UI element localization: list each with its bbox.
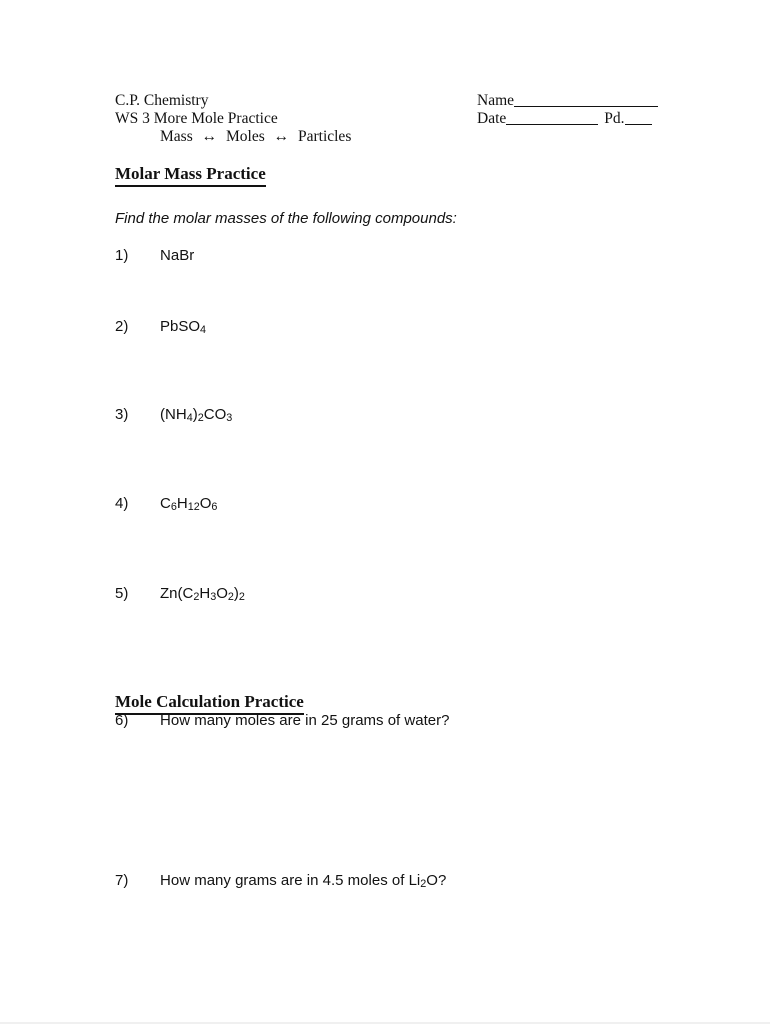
problem-row-7: [115, 872, 446, 890]
problem-number: 6): [115, 712, 129, 729]
date-label: Date: [477, 110, 507, 127]
problem-row-6: [115, 712, 449, 730]
problem-number: 5): [115, 585, 129, 602]
header-left: [115, 92, 351, 146]
problem-number: 7): [115, 872, 129, 889]
chemical-formula: $(NH_4)_2CO_3$: [160, 406, 233, 425]
section-heading-molar-mass: [115, 163, 266, 187]
section-title-molar-mass: Molar Mass Practice: [115, 163, 266, 187]
problem-number: 1): [115, 247, 129, 264]
problem-number: 4): [115, 495, 129, 512]
date-blank-line[interactable]: [506, 113, 598, 125]
instructions-text: Find the molar masses of the following compounds:: [115, 210, 457, 227]
problem-row-3: [115, 406, 232, 424]
chemical-formula: $Zn(C_2H_3O_2)_2$: [160, 585, 245, 604]
pd-label: Pd.: [604, 110, 625, 127]
worksheet-title: WS 3 More Mole Practice: [115, 110, 278, 127]
question-text: How many moles are in 25 grams of water?: [160, 712, 450, 729]
problem-row-1: [115, 247, 194, 265]
name-field-line: [477, 92, 658, 110]
mass-moles-particles-line: Mass ↔ Moles ↔ Particles: [160, 128, 352, 145]
question-text: How many grams are in 4.5 moles of $Li_2O$?: [160, 872, 447, 891]
problem-row-2: [115, 318, 206, 336]
chemical-formula: PbSO$_4$: [160, 318, 207, 337]
name-blank-line[interactable]: [514, 95, 658, 107]
date-pd-field-line: [477, 110, 658, 128]
section-title-mole-calculation: Mole Calculation Practice: [115, 691, 304, 715]
course-title: C.P. Chemistry: [115, 92, 209, 109]
problem-row-5: [115, 585, 245, 603]
chemical-formula: $C_6H_{12}O_6$: [160, 495, 218, 514]
name-label: Name: [477, 92, 515, 109]
problem-number: 3): [115, 406, 129, 423]
pd-blank-line[interactable]: [625, 113, 652, 125]
chemical-formula: NaBr: [160, 247, 195, 264]
problem-row-4: [115, 495, 217, 513]
problem-number: 2): [115, 318, 129, 335]
name-date-block: [477, 92, 658, 128]
